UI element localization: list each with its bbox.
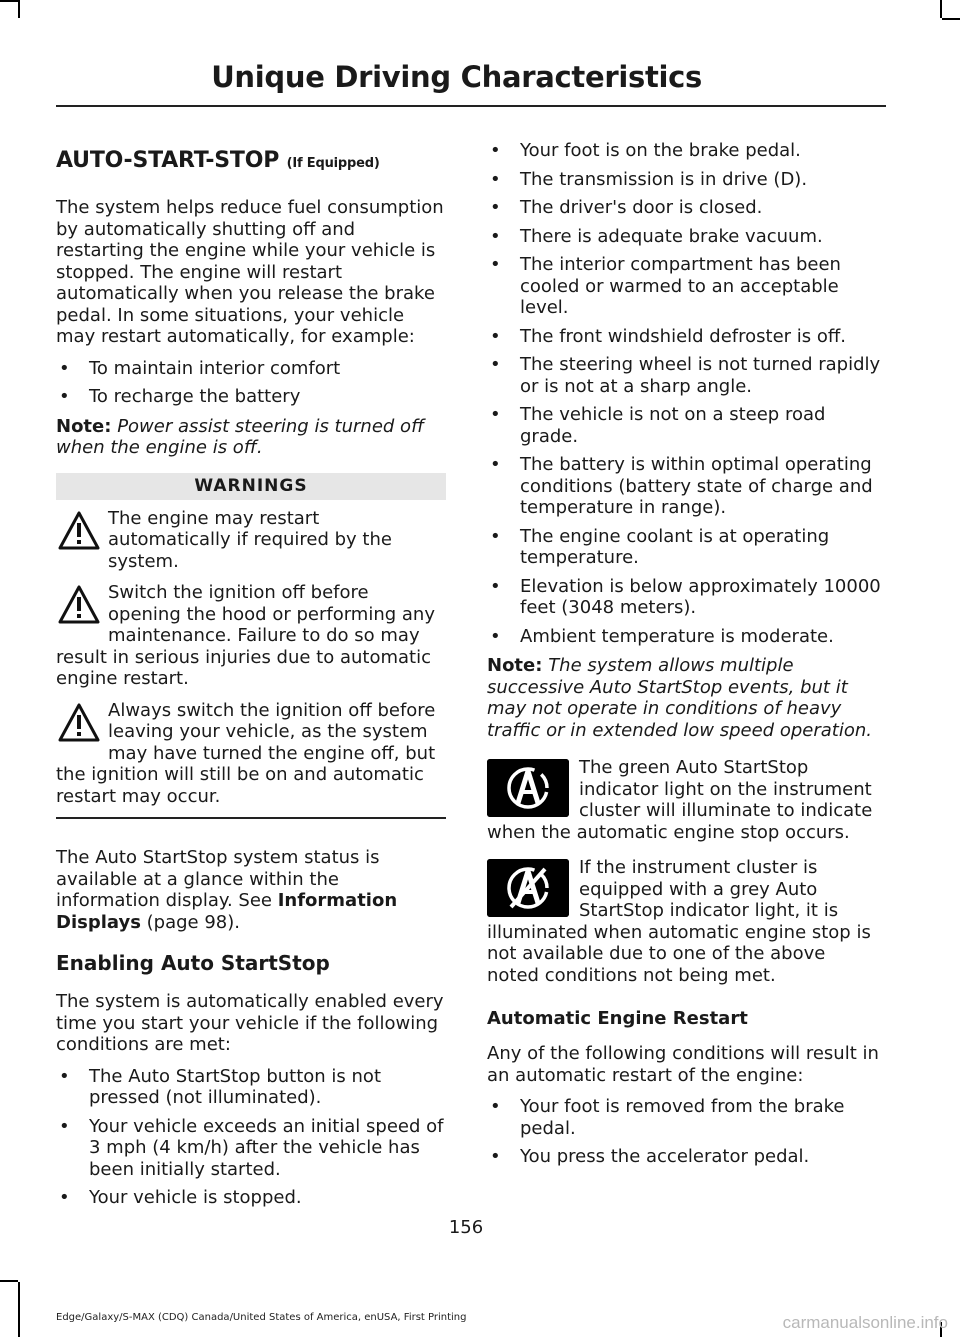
crop-mark — [942, 18, 960, 20]
comfort-list — [56, 358, 446, 408]
enable-intro: The system is automatically enabled every time you start your vehicle if the following conditions are met: — [56, 991, 444, 1055]
list-item: • Elevation is below approximately 10000 feet (3048 meters). — [487, 576, 882, 619]
warning-2: Switch the ignition off before opening the hood or performing any maintenance. Failure to do so may result in serious injuries due to automatic engine restart. — [56, 582, 435, 689]
information-displays-link[interactable]: Information Displays — [56, 890, 398, 933]
warning-3: Always switch the ignition off before leaving your vehicle, as the system may have turned the engine off, but the ignition will still be on and automatic restart may occur. — [56, 699, 436, 807]
list-item: • Your foot is removed from the brake pedal. — [487, 1096, 882, 1139]
list-item: • To maintain interior comfort — [56, 358, 446, 380]
warnings-header: WARNINGS — [56, 473, 446, 500]
crop-mark — [940, 0, 942, 18]
left-column — [56, 140, 446, 1217]
note-steering: Note: Power assist steering is turned off when the engine is off. — [56, 415, 425, 458]
crop-mark — [18, 0, 20, 18]
auto-start-stop-off-indicator-icon — [487, 859, 569, 917]
warning-1: The engine may restart automatically if required by the system. — [56, 508, 446, 573]
list-item: • The steering wheel is not turned rapidly or is not at a sharp angle. — [487, 354, 882, 397]
restart-conditions-list — [487, 1096, 882, 1168]
list-item: • The driver's door is closed. — [487, 197, 882, 219]
list-item: • To recharge the battery — [56, 386, 446, 408]
restart-heading: Automatic Engine Restart — [487, 1008, 748, 1029]
list-item: • Ambient temperature is moderate. — [487, 626, 882, 648]
page-title: Unique Driving Characteristics — [211, 60, 702, 94]
list-item: • Your foot is on the brake pedal. — [487, 140, 882, 162]
list-item: • Your vehicle is stopped. — [56, 1187, 446, 1209]
section-heading: AUTO-START-STOP (If Equipped) — [56, 148, 380, 173]
conditions-list — [487, 140, 882, 647]
enabling-heading: Enabling Auto StartStop — [56, 951, 330, 975]
enable-conditions-list — [56, 1066, 446, 1209]
warning-triangle-icon — [56, 508, 102, 554]
warnings-divider — [56, 817, 446, 819]
auto-start-stop-indicator-icon — [487, 759, 569, 817]
list-item: • The interior compartment has been cooled or warmed to an acceptable level. — [487, 254, 882, 319]
crop-mark — [0, 1280, 18, 1282]
right-column — [487, 140, 882, 1176]
warning-triangle-icon — [56, 700, 102, 746]
warning-triangle-icon — [56, 582, 102, 628]
list-item: • The Auto StartStop button is not pressed (not illuminated). — [56, 1066, 446, 1109]
intro-paragraph: The system helps reduce fuel consumption by automatically shutting off and restarting the engine while your vehicle is stopped. The engine will restart automatically when you release the brake pedal. In some situations, your vehicle may restart automatically, for example: — [56, 197, 444, 347]
grey-indicator-block: If the instrument cluster is equipped with a grey Auto StartStop indicator light, it is illuminated when automatic engine stop is not available due to one of the above noted conditions not being met. — [487, 857, 871, 986]
crop-mark — [18, 1282, 20, 1337]
restart-intro: Any of the following conditions will result in an automatic restart of the engine: — [487, 1043, 879, 1086]
header-divider — [56, 105, 886, 107]
crop-mark — [0, 0, 18, 2]
note-multiple-events: Note: The system allows multiple successive Auto StartStop events, but it may not operate in conditions of heavy traffic or in extended low speed operation. — [487, 655, 872, 741]
list-item: • You press the accelerator pedal. — [487, 1146, 882, 1168]
status-paragraph: The Auto StartStop system status is available at a glance within the information display. See Information Displays (page 98). — [56, 847, 398, 933]
green-indicator-block: The green Auto StartStop indicator light on the instrument cluster will illuminate to indicate when the automatic engine stop occurs. — [487, 757, 873, 843]
list-item: • The vehicle is not on a steep road grade. — [487, 404, 882, 447]
watermark: carmanualsonline.info — [782, 1313, 948, 1332]
list-item: • The front windshield defroster is off. — [487, 326, 882, 348]
list-item: • The battery is within optimal operating conditions (battery state of charge and temperature in range). — [487, 454, 882, 519]
list-item: • Your vehicle exceeds an initial speed of 3 mph (4 km/h) after the vehicle has been initially started. — [56, 1116, 446, 1181]
list-item: • There is adequate brake vacuum. — [487, 226, 882, 248]
page-number: 156 — [448, 1217, 484, 1238]
footer-text: Edge/Galaxy/S-MAX (CDQ) Canada/United States of America, enUSA, First Printing — [56, 1312, 467, 1323]
list-item: • The engine coolant is at operating temperature. — [487, 526, 882, 569]
list-item: • The transmission is in drive (D). — [487, 169, 882, 191]
